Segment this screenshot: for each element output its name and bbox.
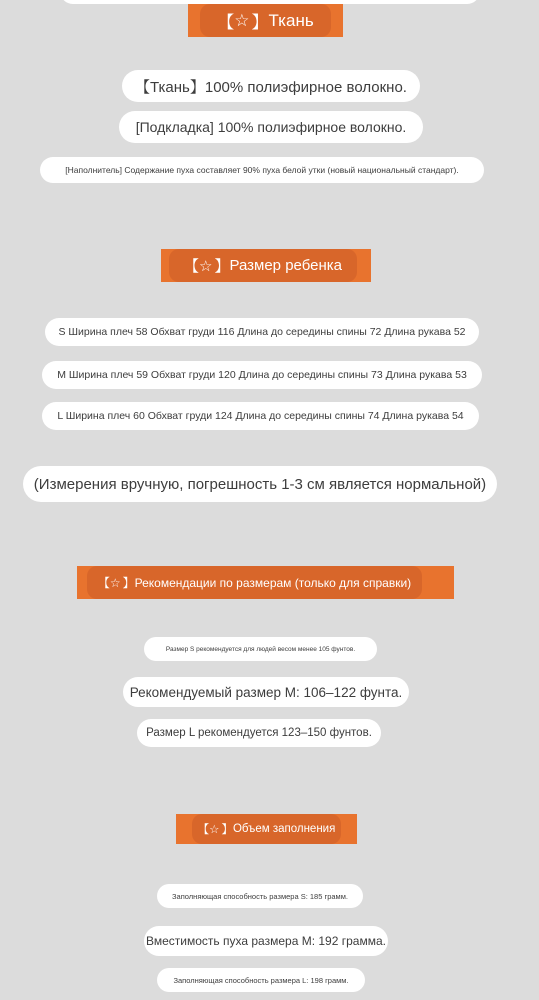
- fill-volume-header: [176, 814, 357, 844]
- fill-item: Вместимость пуха размера M: 192 грамма.: [144, 926, 388, 956]
- bracket-close: 】: [122, 576, 135, 590]
- header-pill: [200, 4, 331, 37]
- recommendations-title: Рекомендации по размерам (только для справки): [134, 575, 412, 590]
- bracket-open: 【: [217, 13, 235, 32]
- recommendations-header: [77, 566, 454, 599]
- measurement-note: (Измерения вручную, погрешность 1-3 см является нормальной): [23, 466, 497, 502]
- header-pill: [192, 814, 341, 844]
- fill-volume-title: Объем заполнения: [232, 823, 336, 835]
- recommendation-item: Размер S рекомендуется для людей весом менее 105 фунтов.: [144, 637, 377, 661]
- size-row: L Ширина плеч 60 Обхват груди 124 Длина до середины спины 74 Длина рукава 54: [42, 402, 479, 430]
- fabric-item: [Подкладка] 100% полиэфирное волокно.: [119, 111, 423, 143]
- fill-item: Заполняющая способность размера S: 185 грамм.: [157, 884, 363, 908]
- size-row: M Ширина плеч 59 Обхват груди 120 Длина до середины спины 73 Длина рукава 53: [42, 361, 482, 389]
- child-size-title: Размер ребенка: [229, 257, 342, 274]
- star-icon: ☆: [109, 575, 121, 590]
- fabric-item: 【Ткань】100% полиэфирное волокно.: [122, 70, 420, 102]
- bracket-open: 【: [183, 258, 199, 275]
- fabric-item: [Наполнитель] Содержание пуха составляет 90% пуха белой утки (новый национальный стандарт).: [40, 157, 484, 183]
- header-pill: [169, 249, 357, 282]
- bracket-close: 】: [214, 258, 230, 275]
- size-row: S Ширина плеч 58 Обхват груди 116 Длина до середины спины 72 Длина рукава 52: [45, 318, 479, 346]
- star-icon: ☆: [199, 256, 213, 275]
- recommendation-item: Размер L рекомендуется 123–150 фунтов.: [137, 719, 381, 747]
- fabric-title: Ткань: [268, 10, 314, 30]
- bracket-open: 【: [197, 824, 210, 836]
- star-icon: ☆: [234, 10, 250, 31]
- fill-item: Заполняющая способность размера L: 198 грамм.: [157, 968, 365, 992]
- child-size-header: [161, 249, 371, 282]
- header-pill: [87, 566, 422, 599]
- recommendation-item: Рекомендуемый размер M: 106–122 фунта.: [123, 677, 409, 707]
- bracket-close: 】: [221, 824, 233, 836]
- fabric-header: [188, 4, 343, 37]
- bracket-close: 】: [251, 13, 269, 32]
- bracket-open: 【: [97, 576, 110, 590]
- star-icon: ☆: [209, 822, 220, 836]
